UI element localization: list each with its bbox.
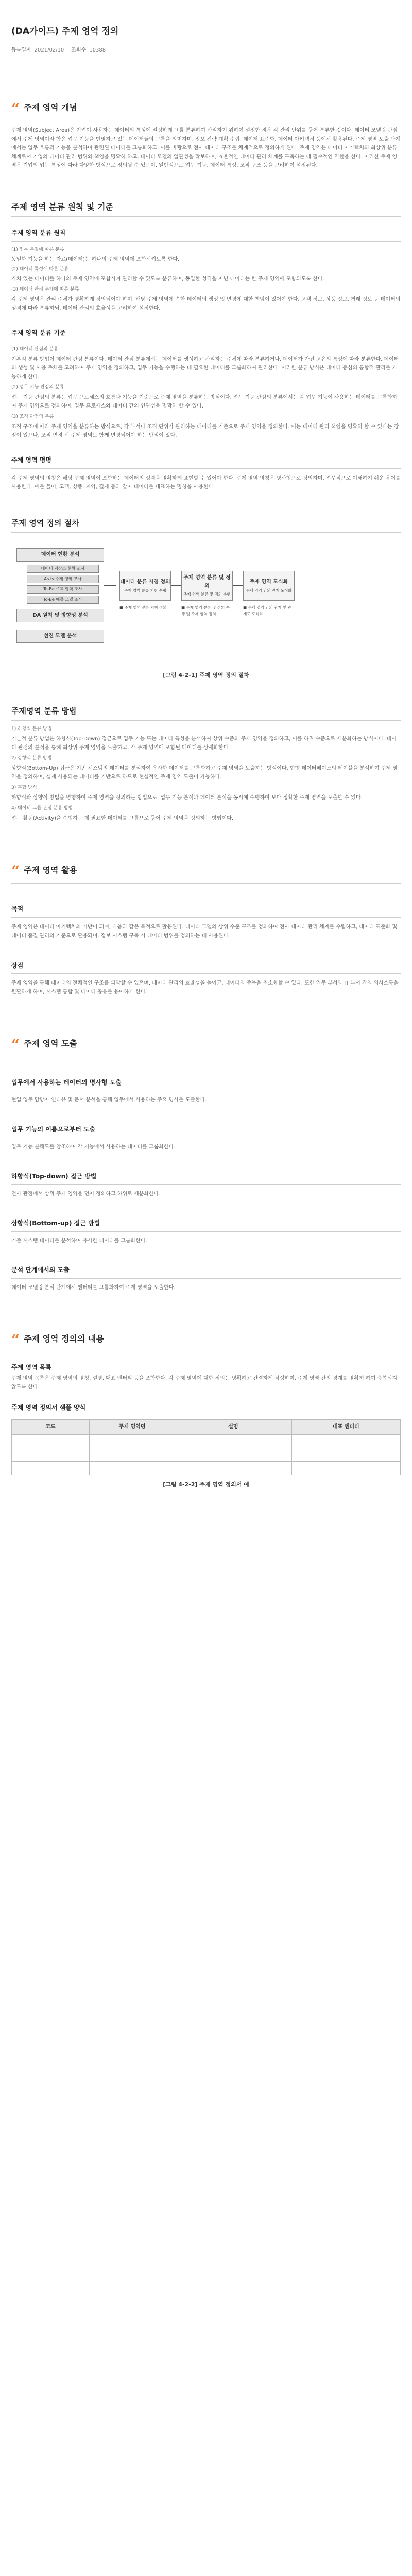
paragraph: 주제 영역은 데이터 아키텍처의 기반이 되며, 다음과 같은 목적으로 활용된다. 데이터 모델의 상위 수준 구조를 정의하여 전사 데이터 관리 체계를 수립하고, 데이터 표준화 및 데이터 품질 관리의 기준으로 활용되며, 정보 시스템 구축 시 데이터 범위를 정의하는 데 사용된다. xyxy=(11,924,398,939)
step-note: ■ 주제 영역 간의 관계 및 관계도 도식화 xyxy=(243,605,291,616)
quote-mark-icon: “ xyxy=(11,862,20,879)
divider xyxy=(11,1184,401,1185)
step-note: ■ 주제 영역 분류 및 정의 수행 및 주제 영역 정의 xyxy=(181,605,230,616)
subsection-title: 목적 xyxy=(11,905,24,912)
subsection-title: 주제 영역 명명 xyxy=(11,456,52,464)
item-heading: (1) 업무 본질에 따른 분류 xyxy=(11,247,64,253)
item-heading: (2) 업무 기능 관점의 분류 xyxy=(11,385,64,391)
page-title: (DA가이드) 주제 영역 정의 xyxy=(11,26,119,37)
paragraph: 전사 관점에서 상위 주제 영역을 먼저 정의하고 하위로 세분화한다. xyxy=(11,1191,161,1197)
step-diagram xyxy=(243,571,295,601)
subsection-title: 분석 단계에서의 도출 xyxy=(11,1266,70,1274)
table-cell xyxy=(175,1461,292,1475)
divider xyxy=(11,917,401,918)
subsection-title: 주제 영역 분류 원칙 xyxy=(11,229,66,237)
step-classify-define xyxy=(181,571,233,601)
table-row xyxy=(12,1448,401,1461)
table-cell xyxy=(291,1434,400,1448)
section-title: 주제 영역 도출 xyxy=(24,1039,77,1049)
paragraph: 각 주제 영역은 관리 주체가 명확하게 정의되어야 하며, 해당 주제 영역에 속한 데이터의 생성 및 변경에 대한 책임이 있어야 한다. 고객 정보, 상품 정보, 거래 정보 등 데이터의 성격에 따라 분류하되, 데이터 관리의 효율성을 고려하여 설정한다. xyxy=(11,296,401,311)
table-cell xyxy=(90,1448,175,1461)
section-heading xyxy=(11,99,401,117)
paragraph: 데이터 모델링 분석 단계에서 엔터티를 그룹화하여 주제 영역을 도출한다. xyxy=(11,1284,176,1291)
table-cell xyxy=(12,1448,90,1461)
divider xyxy=(11,720,401,721)
divider xyxy=(11,1278,401,1279)
paragraph: 업무 기능 관점의 분류는 업무 프로세스의 흐름과 기능을 기준으로 주제 영역을 분류하는 방식이다. 업무 기능 관점의 분류에서는 각 업무 기능이 사용하는 데이터를 그룹화하여 주제 영역으로 정의하며, 업무 프로세스와 데이터 간의 연관성을 명확히 할 수 있다. xyxy=(11,395,398,410)
article-meta xyxy=(11,46,401,60)
paragraph: 현업 업무 담당자 인터뷰 및 문서 분석을 통해 업무에서 사용하는 주요 명사를 도출한다. xyxy=(11,1097,207,1103)
table-cell xyxy=(291,1461,400,1475)
divider xyxy=(11,1231,401,1232)
table-cell xyxy=(90,1434,175,1448)
table-row xyxy=(12,1434,401,1448)
paragraph: 하향식과 상향식 방법을 병행하여 주제 영역을 정의하는 방법으로, 업무 기능 분석과 데이터 분석을 동시에 수행하여 보다 정확한 주제 영역을 도출할 수 있다. xyxy=(11,795,363,801)
table-cell xyxy=(90,1461,175,1475)
divider xyxy=(11,883,401,884)
quote-mark-icon: “ xyxy=(11,1331,20,1349)
step-subtitle: 주제 영역 분류 지침 수립 xyxy=(124,588,166,593)
date-label: 등록일자 xyxy=(11,47,31,54)
subsection-title: 업무 기능의 이름으로부터 도출 xyxy=(11,1126,96,1133)
step-title: 주제 영역 도식화 xyxy=(249,579,288,585)
box-tobe-survey: To-Be 주제 영역 조사 xyxy=(27,585,99,594)
paragraph: 기본적 분류 방법이 데이터 관점 분류이다. 데이터 관점 분류에서는 데이터를 생성하고 관리하는 주체에 따라 분류하거나, 데이터가 가진 고유의 특성에 따라 분류한다. 데이터의 생성 및 사용 주체를 고려하여 주제 영역을 정의하고, 업무 기능을 수행하는 데 필요한 데이터를 그룹화하여 관리한다. 이러한 분류 방식은 데이터 중심의 통합적 관리를 가능하게 한다. xyxy=(11,357,399,380)
item-heading: (3) 조직 관점의 분류 xyxy=(11,414,54,420)
connector-line xyxy=(171,585,181,586)
paragraph: 기존 시스템 데이터를 분석하여 유사한 데이터를 그룹화한다. xyxy=(11,1238,147,1244)
divider xyxy=(11,216,401,217)
item-heading: 1) 하향식 분류 방법 xyxy=(11,726,52,732)
paragraph: 주제 영역 목록은 주제 영역의 명칭, 설명, 대표 엔터티 등을 포함한다. 각 주제 영역에 대한 정의는 명확하고 간결하게 작성하며, 주제 영역 간의 경계를 명확히 하여 중복되지 않도록 한다. xyxy=(11,1375,398,1390)
views-value: 10388 xyxy=(89,47,106,54)
divider xyxy=(11,532,401,533)
subsection-title: 주제 영역 분류 기준 xyxy=(11,329,66,336)
section-title: 주제 영역 분류 원칙 및 기준 xyxy=(11,201,113,212)
table-cell xyxy=(12,1461,90,1475)
connector-line xyxy=(104,585,116,586)
paragraph: 가치 있는 데이터를 하나의 주제 영역에 포함시켜 관리할 수 있도록 분류하며, 동일한 성격을 지닌 데이터는 한 주제 영역에 포함되도록 한다. xyxy=(11,276,324,282)
column-header: 설명 xyxy=(175,1420,292,1435)
table-cell xyxy=(291,1448,400,1461)
divider xyxy=(11,973,401,974)
box-tobe-model: To-Be 애플 모델 조사 xyxy=(27,596,99,604)
column-header: 코드 xyxy=(12,1420,90,1435)
column-header: 주제 영역명 xyxy=(90,1420,175,1435)
subsection-title: 상향식(Bottom-up) 접근 방법 xyxy=(11,1219,100,1227)
step-subtitle: 주제 영역 간의 관계 도식화 xyxy=(246,588,292,593)
paragraph: 동일한 기능을 하는 자료(데이터)는 하나의 주제 영역에 포함시키도록 한다. xyxy=(11,256,180,262)
paragraph: 업무 활동(Activity)을 수행하는 데 필요한 데이터를 그룹으로 묶어 주제 영역을 정의하는 방법이다. xyxy=(11,816,234,822)
item-heading: 3) 혼합 방식 xyxy=(11,785,37,791)
divider xyxy=(11,241,401,242)
figure-caption: [그림 4-2-1] 주제 영역 정의 절차 xyxy=(163,672,249,679)
box-storage-survey: 데이터 저장소 현황 조사 xyxy=(27,565,99,573)
subsection-title: 주제 영역 목록 xyxy=(11,1364,52,1371)
figure-caption: [그림 4-2-2] 주제 영역 정의서 예 xyxy=(163,1481,249,1488)
column-header: 대표 엔터티 xyxy=(291,1420,400,1435)
table-cell xyxy=(12,1434,90,1448)
section-title: 주제 영역 개념 xyxy=(24,102,77,112)
section-heading xyxy=(11,1331,401,1349)
item-heading: 4) 데이터 그룹 관점 분류 방법 xyxy=(11,806,73,811)
table-header-row xyxy=(12,1420,401,1435)
table-cell xyxy=(175,1434,292,1448)
subsection-title: 하향식(Top-down) 접근 방법 xyxy=(11,1173,97,1180)
step-subtitle: 주제 영역 분류 및 정의 수행 xyxy=(183,592,231,597)
connector-line xyxy=(233,585,243,586)
subsection-title: 주제 영역 정의서 샘플 양식 xyxy=(11,1403,86,1411)
step-title: 주제 영역 분류 및 정의 xyxy=(183,575,231,589)
section-title: 주제 영역 활용 xyxy=(24,865,77,875)
divider xyxy=(11,468,401,469)
paragraph: 주제 영역을 통해 데이터의 전체적인 구조를 파악할 수 있으며, 데이터 관리의 효율성을 높이고, 데이터의 중복을 최소화할 수 있다. 또한 업무 부서와 IT 부서 간의 의사소통을 원활하게 하며, 시스템 통합 및 데이터 공유를 용이하게 한다. xyxy=(11,980,399,995)
step-note: ■ 주제 영역 분류 지침 정의 xyxy=(119,605,167,611)
definition-table xyxy=(11,1419,401,1475)
paragraph: 조직 구조에 따라 주제 영역을 분류하는 방식으로, 각 부서나 조직 단위가 관리하는 데이터를 기준으로 주제 영역을 정의한다. 이는 데이터 관리 책임을 명확히 할 수 있다는 장점이 있으나, 조직 변경 시 주제 영역도 함께 변경되어야 하는 단점이 있다. xyxy=(11,424,399,439)
step-classification-rule xyxy=(119,571,171,601)
table-cell xyxy=(175,1448,292,1461)
paragraph: 상향식(Bottom-Up) 접근은 기존 시스템의 데이터를 분석하여 유사한 데이터를 그룹화하고 주제 영역을 도출하는 방식이다. 현행 데이터베이스의 테이블을 분석하여 주제 영역을 정의하며, 실제 사용되는 데이터를 기반으로 하므로 현실적인 주제 영역 도출이 가능하다. xyxy=(11,766,398,781)
item-heading: 2) 상향식 분류 방법 xyxy=(11,756,52,761)
views-label: 조회수 xyxy=(71,47,87,54)
box-current-analysis: 데이터 현황 분석 xyxy=(16,548,104,562)
subsection-title: 장점 xyxy=(11,961,24,969)
quote-mark-icon: “ xyxy=(11,99,20,117)
paragraph: 기본적 분류 방법은 하향식(Top-Down) 접근으로 업무 기능 또는 데이터 특성을 분석하여 상위 수준의 주제 영역을 정의하고, 이를 하위 수준으로 세분화하는 방식이다. 데이터 관점의 분석을 통해 최상위 주제 영역을 도출하고, 각 주제 영역에 포함될 데이터를 상세화한다. xyxy=(11,736,397,751)
section-title: 주제영역 분류 방법 xyxy=(11,706,77,716)
item-heading: (1) 데이터 관점의 분류 xyxy=(11,347,58,352)
item-heading: (2) 데이터 특성에 따른 분류 xyxy=(11,267,69,273)
quote-mark-icon: “ xyxy=(11,1036,20,1053)
item-heading: (3) 데이터 관리 주체에 따른 분류 xyxy=(11,286,79,292)
section-heading xyxy=(11,1036,401,1053)
box-best-practice: 선진 모델 분석 xyxy=(16,630,104,643)
box-da-principle: DA 원칙 및 방향성 분석 xyxy=(16,609,104,622)
box-asis-survey: As-Is 주제 영역 조사 xyxy=(27,575,99,583)
paragraph: 각 주제 영역의 명칭은 해당 주제 영역이 포함하는 데이터의 성격을 명확하게 표현할 수 있어야 한다. 주제 영역 명칭은 명사형으로 정의하며, 업무적으로 이해하기 쉬운 용어를 사용한다. 예를 들어, 고객, 상품, 계약, 결제 등과 같이 데이터를 대표하는 명칭을 사용한다. xyxy=(11,475,401,490)
paragraph: 주제 영역(Subject Area)은 기업이 사용하는 데이터의 특성에 일정하게 그룹 분류하여 관리하기 위하여 설정한 경우 각 관리 단위를 묶어 분류한 것이다. 데이터 모델링 관점에서 주제 영역이라 함은 업무 기능을 반영하고 있는 데이터들의 그룹을 의미하며, 정보 전략 계획 수립, 데이터 표준화, 데이터 아키텍처 등에서 활용된다. 주제 영역 도출 단계에서는 업무 흐름과 기능을 분석하여 관련된 데이터를 그룹화하고, 이를 바탕으로 전사 데이터 구조를 체계적으로 정의하게 된다. 주제 영역은 데이터 아키텍처의 최상위 분류 체계로서 기업의 데이터 관리 범위와 책임을 명확히 하고, 데이터 모델의 일관성을 확보하며, 효율적인 데이터 관리 체계를 구축하는 데 필수적인 역할을 한다. 이러한 주제 영역은 기업의 업무 특성에 따라 다양한 방식으로 정의될 수 있으며, 일반적으로 업무 기능, 데이터 특성, 조직 구조 등을 고려하여 설정된다. xyxy=(11,127,401,168)
table-row xyxy=(12,1461,401,1475)
subsection-title: 업무에서 사용하는 데이터의 명사형 도출 xyxy=(11,1078,122,1086)
section-title: 주제 영역 정의의 내용 xyxy=(24,1334,104,1344)
date-value: 2021/02/10 xyxy=(34,47,64,54)
section-heading xyxy=(11,864,401,877)
step-title: 데이터 분류 지침 정의 xyxy=(120,579,170,585)
paragraph: 업무 기능 분해도를 참조하여 각 기능에서 사용하는 데이터를 그룹화한다. xyxy=(11,1144,176,1150)
procedure-diagram xyxy=(11,548,401,667)
section-title: 주제 영역 정의 절차 xyxy=(11,518,79,528)
